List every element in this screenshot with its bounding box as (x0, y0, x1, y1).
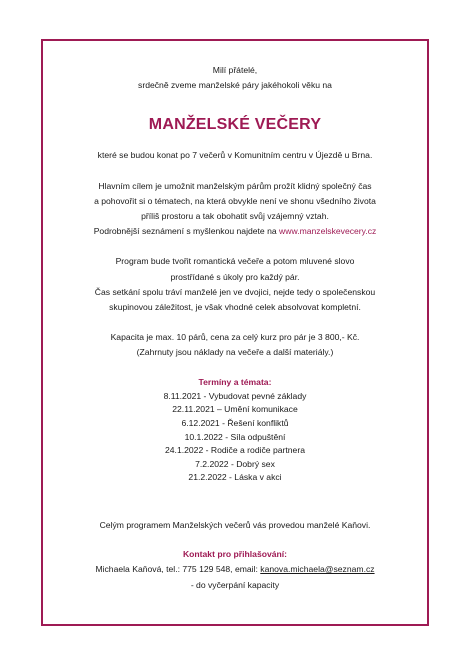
program-line: skupinovou záležitost, je však vhodné celek absolvovat kompletní. (109, 302, 361, 313)
schedule-item: 24.1.2022 - Rodiče a rodiče partnera (165, 445, 305, 456)
contact-line (41, 562, 429, 577)
program-paragraph (41, 254, 429, 315)
schedule-item: 7.2.2022 - Dobrý sex (195, 458, 275, 469)
schedule-item: 8.11.2021 - Vybudovat pevné základy (163, 390, 307, 401)
capacity-paragraph (41, 330, 429, 360)
greeting-line: Milí přátelé, (212, 65, 258, 75)
website-link[interactable]: www.manzelskevecery.cz (279, 226, 377, 237)
schedule-item: 21.2.2022 - Láska v akci (188, 472, 282, 483)
program-line: prostřídané s úkoly pro každý pár. (170, 271, 300, 282)
schedule-heading: Termíny a témata: (198, 376, 272, 387)
greeting (41, 63, 429, 93)
program-line: Čas setkání spolu tráví manželé jen ve dvojici, nejde tedy o společenskou (94, 286, 376, 297)
program-line: Program bude tvořit romantická večeře a potom mluvené slovo (115, 256, 355, 267)
aim-line: a pohovořit si o tématech, na která obvykle není ve shonu všedního života (94, 195, 376, 206)
closing-paragraph (41, 518, 429, 533)
more-info-line (41, 224, 429, 239)
intro-paragraph (41, 148, 429, 163)
schedule-item: 6.12.2021 - Řešení konfliktů (181, 418, 289, 429)
contact-text: Michaela Kaňová, tel.: 775 129 548, email: (95, 564, 261, 575)
capacity-line: Kapacita je max. 10 párů, cena za celý kurz pro pár je 3 800,- Kč. (110, 332, 360, 343)
invitation-content (41, 39, 429, 593)
email-link[interactable]: kanova.michaela@seznam.cz (260, 564, 375, 575)
aim-line: příliš prostoru a tak obohatit svůj vzájemný vztah. (141, 211, 329, 222)
schedule-item: 22.11.2021 – Umění komunikace (172, 404, 298, 415)
more-info-text: Podrobnější seznámení s myšlenkou najdete na (93, 226, 280, 237)
greeting-line: srdečně zveme manželské páry jakéhokoli věku na (138, 80, 332, 91)
aim-line: Hlavním cílem je umožnit manželským párům prožít klidný společný čas (98, 180, 372, 191)
closing-line: Celým programem Manželských večerů vás provedou manželé Kaňovi. (99, 520, 371, 530)
schedule (41, 375, 429, 485)
contact-note: - do vyčerpání kapacity (190, 579, 280, 590)
capacity-line: (Zahrnuty jsou náklady na večeře a další materiály.) (136, 347, 334, 358)
schedule-item: 10.1.2022 - Síla odpuštění (184, 431, 286, 442)
aim-paragraph (41, 179, 429, 240)
contact-heading: Kontakt pro přihlašování: (182, 549, 288, 560)
page-title: MANŽELSKÉ VEČERY (148, 116, 322, 134)
contact-section (41, 547, 429, 593)
intro-line: které se budou konat po 7 večerů v Komunitním centru v Újezdě u Brna. (97, 150, 373, 161)
